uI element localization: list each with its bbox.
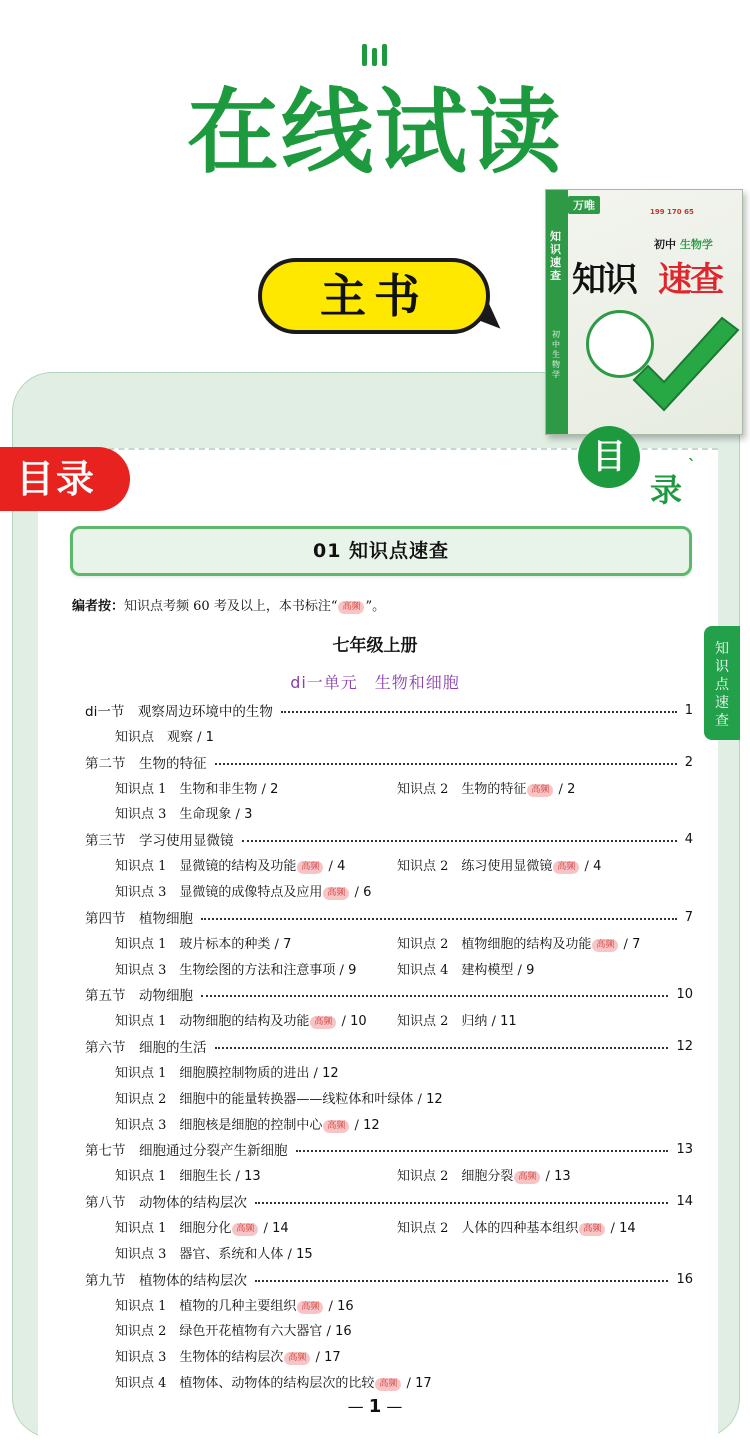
toc-leader-dots — [255, 1280, 668, 1282]
knowledge-point-label: 知识点 1 植物的几种主要组织 — [115, 1299, 297, 1314]
knowledge-point-page: 4 — [337, 859, 346, 874]
page-separator: / — [554, 782, 568, 797]
knowledge-point-label: 知识点 3 细胞核是细胞的控制中心 — [115, 1118, 323, 1133]
knowledge-point-page: 16 — [337, 1299, 354, 1314]
knowledge-point-page: 14 — [272, 1221, 289, 1236]
toc-section-title: 第八节 动物体的结构层次 — [85, 1195, 247, 1211]
toc-knowledge-point[interactable] — [397, 933, 640, 952]
high-frequency-badge: 高频 — [297, 1301, 323, 1314]
knowledge-point-label: 知识点 2 归纳 — [397, 1014, 488, 1029]
toc-page-number: 16 — [676, 1271, 693, 1287]
book-spine — [546, 190, 568, 434]
toc-knowledge-point[interactable] — [115, 778, 278, 797]
book-spine-subtitle: 初中生物学 — [552, 330, 560, 379]
page-separator: / — [337, 1014, 351, 1029]
knowledge-point-page: 17 — [415, 1376, 432, 1391]
toc-section-title: 第三节 学习使用显微镜 — [85, 833, 234, 849]
toc-page-number: 2 — [684, 754, 693, 770]
page-footer — [0, 1396, 750, 1417]
toc-knowledge-point[interactable] — [115, 1010, 367, 1029]
high-frequency-badge: 高频 — [553, 861, 579, 874]
knowledge-point-page: 12 — [426, 1092, 443, 1107]
knowledge-point-label: 知识点 3 生物体的结构层次 — [115, 1350, 284, 1365]
toc-section-row[interactable] — [85, 1139, 693, 1159]
mulu-circle-first: 目 — [578, 426, 640, 488]
toc-leader-dots — [281, 711, 677, 713]
knowledge-point-page: 9 — [348, 963, 357, 978]
toc-page-number: 7 — [684, 909, 693, 925]
toc-page-number: 14 — [676, 1193, 693, 1209]
knowledge-point-label: 知识点 4 植物体、动物体的结构层次的比较 — [115, 1376, 375, 1391]
toc-knowledge-point[interactable] — [115, 933, 291, 952]
page-separator: / — [350, 885, 364, 900]
toc-section-title: 第二节 生物的特征 — [85, 756, 207, 772]
toc-knowledge-point[interactable] — [115, 1165, 261, 1184]
toc-section-row[interactable] — [85, 700, 693, 720]
page-separator: / — [309, 1066, 323, 1081]
knowledge-point-label: 知识点 1 显微镜的结构及功能 — [115, 859, 297, 874]
page-separator: / — [402, 1376, 416, 1391]
toc-knowledge-point[interactable] — [115, 1346, 341, 1365]
knowledge-point-page: 10 — [350, 1014, 367, 1029]
toc-section-row[interactable] — [85, 1269, 693, 1289]
page-separator: / — [619, 937, 633, 952]
toc-page-number: 12 — [676, 1038, 693, 1054]
high-frequency-badge: 高频 — [375, 1378, 401, 1391]
high-frequency-badge: 高频 — [323, 1120, 349, 1133]
editor-note-end: ”。 — [365, 599, 386, 614]
page-separator: / — [606, 1221, 620, 1236]
toc-page-number: 4 — [684, 831, 693, 847]
page-separator: / — [335, 963, 349, 978]
knowledge-point-page: 6 — [363, 885, 372, 900]
toc-knowledge-point[interactable] — [115, 1114, 380, 1133]
decorative-marks — [362, 44, 390, 66]
toc-knowledge-point[interactable] — [115, 1088, 443, 1107]
toc-section-row[interactable] — [85, 829, 693, 849]
knowledge-point-page: 11 — [500, 1014, 517, 1029]
knowledge-point-label: 知识点 3 生物绘图的方法和注意事项 — [115, 963, 336, 978]
knowledge-point-label: 知识点 1 细胞分化 — [115, 1221, 232, 1236]
bubble-label: 主书 — [320, 269, 428, 323]
toc-page-number: 13 — [676, 1141, 693, 1157]
toc-knowledge-point[interactable] — [115, 1217, 289, 1236]
knowledge-point-page: 9 — [526, 963, 535, 978]
toc-section-row[interactable] — [85, 1036, 693, 1056]
toc-knowledge-point[interactable] — [397, 1217, 636, 1236]
page-separator: / — [580, 859, 594, 874]
high-frequency-badge: 高频 — [514, 1171, 540, 1184]
book-level-prefix: 初中 — [654, 238, 676, 251]
toc-knowledge-point[interactable] — [115, 959, 356, 978]
page-separator: / — [324, 859, 338, 874]
high-frequency-badge: 高频 — [297, 861, 323, 874]
knowledge-point-label: 知识点 2 细胞中的能量转换器——线粒体和叶绿体 — [115, 1092, 414, 1107]
page-separator: / — [350, 1118, 364, 1133]
knowledge-point-label: 知识点 2 练习使用显微镜 — [397, 859, 553, 874]
page-separator: / — [257, 782, 271, 797]
book-title-b: 速查 — [658, 260, 722, 300]
knowledge-point-label: 知识点 3 显微镜的成像特点及应用 — [115, 885, 323, 900]
footer-dash-left: — — [347, 1397, 364, 1416]
toc-leader-dots — [215, 1047, 669, 1049]
knowledge-point-label: 知识点 4 建构模型 — [397, 963, 514, 978]
toc-section-title: 第九节 植物体的结构层次 — [85, 1273, 247, 1289]
page-separator: / — [231, 807, 245, 822]
book-brand-logo: 万唯 — [568, 196, 600, 214]
page-separator: / — [259, 1221, 273, 1236]
book-level — [654, 236, 713, 252]
editor-note — [72, 595, 385, 614]
page-separator: / — [413, 1092, 427, 1107]
book-spine-title: 知识速查 — [550, 230, 561, 282]
high-frequency-badge: 高频 — [527, 784, 553, 797]
toc-leader-dots — [255, 1202, 668, 1204]
unit-heading: di一单元 生物和细胞 — [290, 673, 460, 692]
book-title-a: 知识 — [572, 260, 636, 300]
knowledge-point-page: 7 — [283, 937, 292, 952]
book-cover-image — [545, 189, 743, 435]
editor-note-lead: 编者按： — [72, 599, 125, 614]
section-title: 01 知识点速查 — [312, 540, 450, 562]
toc-knowledge-point[interactable] — [115, 881, 371, 900]
toc-knowledge-point[interactable] — [115, 726, 214, 745]
high-frequency-badge: 高频 — [232, 1223, 258, 1236]
toc-section-title: di一节 观察周边环境中的生物 — [85, 704, 273, 720]
toc-section-title: 第七节 细胞通过分裂产生新细胞 — [85, 1143, 288, 1159]
toc-leader-dots — [242, 840, 677, 842]
knowledge-point-label: 知识点 观察 — [115, 730, 194, 745]
page-separator: / — [513, 963, 527, 978]
knowledge-point-label: 知识点 1 生物和非生物 — [115, 782, 258, 797]
toc-knowledge-point[interactable] — [115, 1062, 339, 1081]
book-counts: 199 170 65 — [650, 208, 694, 216]
knowledge-point-page: 2 — [567, 782, 576, 797]
knowledge-point-page: 1 — [205, 730, 214, 745]
page-separator: / — [311, 1350, 325, 1365]
toc-page-number: 1 — [684, 702, 693, 718]
knowledge-point-page: 13 — [554, 1169, 571, 1184]
toc-knowledge-point[interactable] — [397, 778, 575, 797]
high-frequency-badge: 高频 — [592, 939, 618, 952]
knowledge-point-page: 14 — [619, 1221, 636, 1236]
toc-section-title: 第五节 动物细胞 — [85, 988, 193, 1004]
book-level-subject: 生物学 — [679, 238, 713, 251]
knowledge-point-label: 知识点 1 细胞生长 — [115, 1169, 232, 1184]
knowledge-point-label: 知识点 2 人体的四种基本组织 — [397, 1221, 579, 1236]
side-tab-label: 知识点速查 — [715, 641, 729, 729]
page-separator: / — [270, 937, 284, 952]
page-separator: / — [322, 1324, 336, 1339]
toc-knowledge-point[interactable] — [397, 1165, 571, 1184]
toc-knowledge-point[interactable] — [115, 1372, 432, 1391]
toc-section-row[interactable] — [85, 907, 693, 927]
high-frequency-badge: 高频 — [579, 1223, 605, 1236]
toc-knowledge-point[interactable] — [115, 803, 252, 822]
toc-knowledge-point[interactable] — [115, 855, 345, 874]
knowledge-point-page: 17 — [324, 1350, 341, 1365]
toc-leader-dots — [296, 1150, 669, 1152]
toc-section-row[interactable] — [85, 984, 693, 1004]
knowledge-point-page: 12 — [363, 1118, 380, 1133]
toc-section-title: 第四节 植物细胞 — [85, 911, 193, 927]
page-separator: / — [541, 1169, 555, 1184]
footer-dash-right: — — [386, 1397, 403, 1416]
page-separator: / — [324, 1299, 338, 1314]
knowledge-point-page: 3 — [244, 807, 253, 822]
page-separator: / — [193, 730, 206, 745]
knowledge-point-page: 16 — [335, 1324, 352, 1339]
knowledge-point-label: 知识点 3 器官、系统和人体 — [115, 1247, 284, 1262]
toc-knowledge-point[interactable] — [115, 1320, 352, 1339]
high-frequency-badge: 高频 — [338, 601, 364, 614]
knowledge-point-page: 2 — [270, 782, 279, 797]
mulu-circle-second: 录 — [636, 460, 696, 520]
knowledge-point-label: 知识点 1 玻片标本的种类 — [115, 937, 271, 952]
grade-heading: 七年级上册 — [332, 636, 418, 656]
knowledge-point-label: 知识点 1 细胞膜控制物质的进出 — [115, 1066, 310, 1081]
toc-knowledge-point[interactable] — [115, 1243, 313, 1262]
knowledge-point-label: 知识点 1 动物细胞的结构及功能 — [115, 1014, 310, 1029]
knowledge-point-label: 知识点 2 绿色开花植物有六大器官 — [115, 1324, 323, 1339]
sparkle-icon: ˋ — [688, 456, 696, 475]
editor-note-text: 知识点考频 60 考及以上，本书标注“ — [124, 599, 338, 614]
checkmark-icon — [626, 310, 743, 430]
toc-leader-dots — [201, 995, 668, 997]
page-separator: / — [487, 1014, 501, 1029]
page-separator: / — [283, 1247, 297, 1262]
knowledge-point-page: 13 — [244, 1169, 261, 1184]
high-frequency-badge: 高频 — [323, 887, 349, 900]
page-headline: 在线试读 — [186, 79, 563, 186]
knowledge-point-label: 知识点 3 生命现象 — [115, 807, 232, 822]
high-frequency-badge: 高频 — [310, 1016, 336, 1029]
toc-section-row[interactable] — [85, 752, 693, 772]
toc-section-title: 第六节 细胞的生活 — [85, 1040, 207, 1056]
knowledge-point-label: 知识点 2 细胞分裂 — [397, 1169, 514, 1184]
knowledge-point-page: 15 — [296, 1247, 313, 1262]
knowledge-point-page: 4 — [593, 859, 602, 874]
toc-knowledge-point[interactable] — [115, 1295, 354, 1314]
knowledge-point-label: 知识点 2 植物细胞的结构及功能 — [397, 937, 592, 952]
toc-knowledge-point[interactable] — [397, 855, 601, 874]
toc-page-number: 10 — [676, 986, 693, 1002]
high-frequency-badge: 高频 — [284, 1352, 310, 1365]
knowledge-point-page: 12 — [322, 1066, 339, 1081]
knowledge-point-page: 7 — [632, 937, 641, 952]
page-number: 1 — [368, 1396, 382, 1417]
toc-leader-dots — [201, 918, 677, 920]
knowledge-point-label: 知识点 2 生物的特征 — [397, 782, 527, 797]
toc-knowledge-point[interactable] — [397, 959, 534, 978]
red-tab-label: 目录 — [15, 457, 96, 501]
toc-knowledge-point[interactable] — [397, 1010, 517, 1029]
page-separator: / — [231, 1169, 245, 1184]
toc-leader-dots — [215, 763, 677, 765]
toc-section-row[interactable] — [85, 1191, 693, 1211]
